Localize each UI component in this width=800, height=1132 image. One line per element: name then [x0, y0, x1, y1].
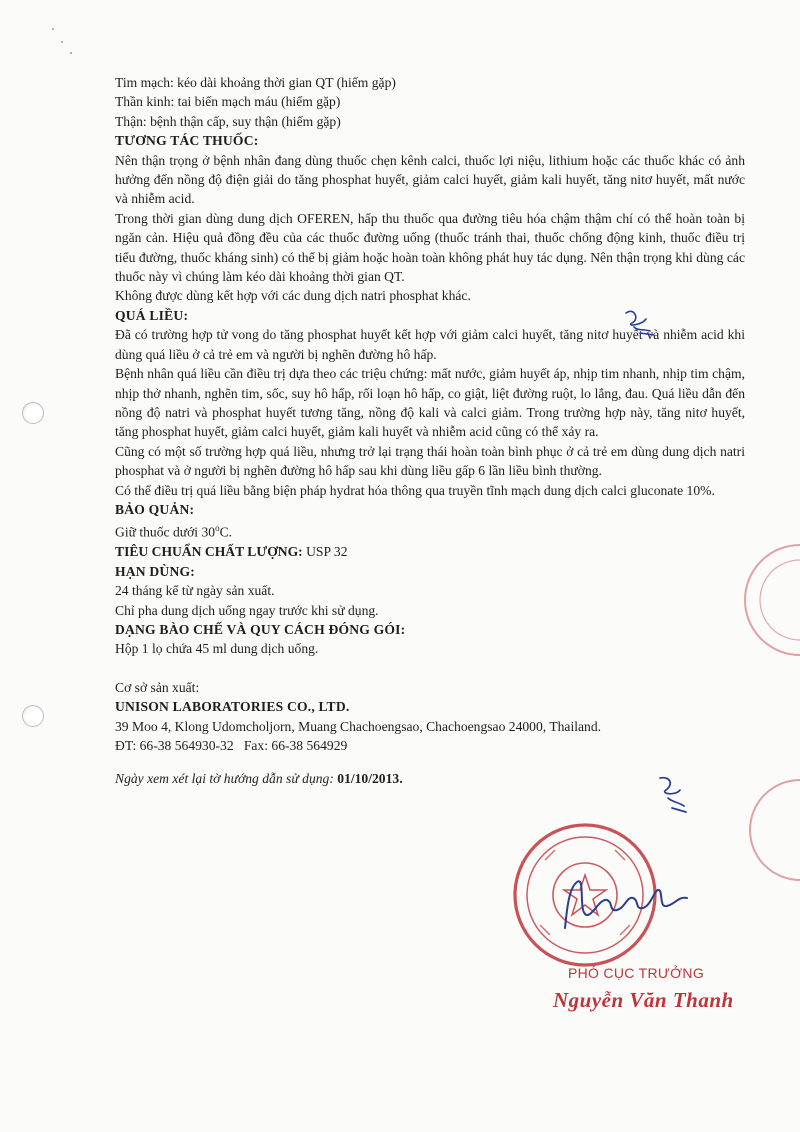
signatory-name: Nguyễn Văn Thanh [553, 988, 734, 1012]
adverse-kidney: Thận: bệnh thận cấp, suy thận (hiếm gặp) [115, 113, 341, 129]
overdose-paragraph-4: Có thể điều trị quá liều bằng biện pháp hydrat hóa thông qua truyền tĩnh mạch dung dịch calci gluconate 10%. [115, 482, 715, 498]
document-body [115, 73, 745, 789]
binder-hole-bottom [22, 705, 44, 727]
scan-speck [70, 52, 72, 54]
spacer [115, 659, 745, 678]
expiry-heading: HẠN DÙNG: [115, 563, 195, 579]
degree-superscript: o [215, 523, 220, 534]
spacer [115, 755, 745, 769]
storage-text [115, 519, 745, 542]
manufacturer-phone: ĐT: 66-38 564930-32 Fax: 66-38 564929 [115, 737, 348, 753]
quality-value: USP 32 [302, 544, 348, 560]
partial-stamp-seal [740, 770, 800, 890]
packaging-line-1: Hộp 1 lọ chứa 45 ml dung dịch uống. [115, 641, 319, 657]
review-label: Ngày xem xét lại tờ hướng dẫn sử dụng: [115, 771, 338, 787]
manufacturer-name: UNISON LABORATORIES CO., LTD. [115, 699, 350, 715]
binder-hole-top [22, 402, 44, 424]
signatory-title: PHÓ CỤC TRƯỞNG [568, 965, 705, 981]
adverse-heart: Tim mạch: kéo dài khoảng thời gian QT (hiếm gặp) [115, 75, 396, 90]
interactions-paragraph-1: Nên thận trọng ở bệnh nhân đang dùng thuốc chẹn kênh calci, thuốc lợi niệu, lithium hoặc các thuốc khác có ảnh hưởng đến nồng độ điện giải do tăng phosphat huyết, giảm calci huyết, giảm kali huyết, tăng nitơ huyết, mất nước và nhiễm acid. [115, 152, 745, 207]
quality-line [115, 542, 745, 561]
storage-heading: BẢO QUẢN: [115, 501, 195, 517]
scan-speck [52, 28, 54, 30]
overdose-heading: QUÁ LIỀU: [115, 307, 189, 323]
expiry-line-2: Chỉ pha dung dịch uống ngay trước khi sử dụng. [115, 602, 379, 618]
manufacturer-address: 39 Moo 4, Klong Udomcholjorn, Muang Chachoengsao, Chachoengsao 24000, Thailand. [115, 718, 602, 734]
interactions-heading: TƯƠNG TÁC THUỐC: [115, 133, 259, 149]
scan-speck [61, 41, 63, 43]
partial-stamp-seal [730, 530, 800, 670]
adverse-nerve: Thần kinh: tai biến mạch máu (hiếm gặp) [115, 94, 341, 110]
interactions-paragraph-3: Không được dùng kết hợp với các dung dịch natri phosphat khác. [115, 288, 471, 304]
quality-heading: TIÊU CHUẨN CHẤT LƯỢNG: [115, 544, 303, 560]
packaging-heading: DẠNG BÀO CHẾ VÀ QUY CÁCH ĐÓNG GÓI: [115, 621, 406, 637]
overdose-paragraph-3: Cũng có một số trường hợp quá liều, nhưng trở lại trạng thái hoàn toàn bình phục ở cả trẻ em dùng dung dịch natri phosphat và ở người bị nghẽn đường hô hấp sau khi dùng liều gấp 6 lần liều bình thường. [115, 443, 745, 479]
handwritten-signature [555, 868, 695, 938]
storage-text-after: C. [219, 524, 233, 540]
handwritten-initial-mark [650, 772, 694, 816]
storage-text-before: Giữ thuốc dưới 30 [115, 524, 216, 540]
expiry-line-1: 24 tháng kể từ ngày sản xuất. [115, 583, 275, 599]
overdose-paragraph-1: Đã có trường hợp tử vong do tăng phosphat huyết kết hợp với giảm calci huyết, tăng nitơ huyết và nhiễm acid khi dùng quá liều ở cả trẻ em và người bị nghẽn đường hô hấp. [115, 327, 745, 362]
interactions-paragraph-2: Trong thời gian dùng dung dịch OFEREN, hấp thu thuốc qua đường tiêu hóa chậm thậm chí có thể hoàn toàn bị ngăn cản. Hiệu quả đồng đều của các thuốc đường uống (thuốc tránh thai, thuốc chống động kinh, thuốc điều trị tiểu đường, thuốc kháng sinh) có thể bị giảm hoặc hoàn toàn không phát huy tác dụng. Nên thận trọng khi dùng các thuốc này vì chúng làm kéo dài khoảng thời gian QT. [115, 210, 745, 285]
review-date: 01/10/2013. [337, 771, 403, 787]
manufacturer-label: Cơ sở sản xuất: [115, 679, 200, 695]
overdose-paragraph-2: Bệnh nhân quá liều cần điều trị dựa theo các triệu chứng: mất nước, giảm huyết áp, nhịp tim nhanh, nhịp tim chậm, nhịp thở nhanh, nghẽn tim, sốc, suy hô hấp, rối loạn hô hấp, co giật, liệt đường ruột, lo lắng, đau. Quá liều dẫn đến nồng độ natri và phosphat huyết tương tăng, nồng độ kali và calci giảm. Trong trường hợp này, tăng nitơ huyết, tăng phosphat huyết, giảm calci huyết, giảm kali huyết và nhiễm acid cũng có thể xảy ra. [115, 366, 745, 440]
approval-initial-mark [620, 305, 660, 339]
